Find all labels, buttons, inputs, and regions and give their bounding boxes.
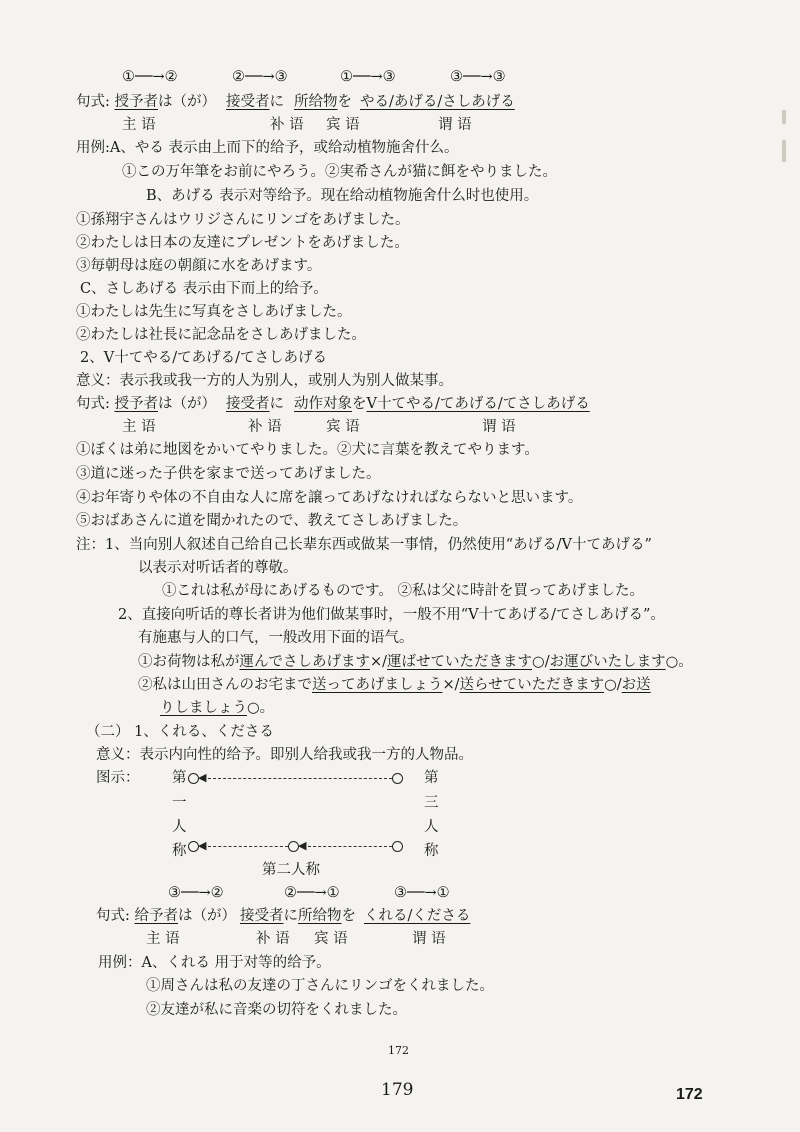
receiver-term: 接受者	[226, 396, 270, 412]
first-person-char: 称	[172, 843, 187, 859]
role-predicate: 谓 语	[438, 117, 472, 133]
arrow-head-icon: ◀	[198, 839, 207, 852]
correct-form: お送	[621, 677, 651, 693]
part-2-usage-line	[98, 954, 331, 972]
ni-particle: に	[283, 908, 298, 924]
second-person-label: 第二人称	[262, 862, 320, 878]
page-number-small: 172	[388, 1044, 409, 1057]
verb-forms: V十てやる/てあげる/てさしあげる	[366, 396, 590, 412]
example-text: ①お荷物は私が	[138, 654, 240, 670]
node-third-person	[392, 841, 403, 852]
note-2: 2、直接向听话的尊长者讲为他们做某事时，一般不用“V十てあげる/てさしあげる”。	[118, 607, 665, 623]
role-predicate: 谓 语	[412, 931, 446, 947]
note-1	[76, 536, 652, 554]
role-subject: 主 语	[122, 117, 156, 133]
wo-particle: を	[341, 908, 356, 924]
mark: ○。	[665, 654, 693, 670]
incorrect-form: 運んでさしあげます	[239, 654, 370, 670]
flow-arrow-1: ③──→②	[168, 885, 224, 901]
role-complement: 补 语	[248, 419, 282, 435]
part-2-meaning: 意义：表示内向性的给予。即别人给我或我一方的人物品。	[96, 747, 473, 763]
flow-arrow-2: ②──→③	[232, 69, 288, 85]
mark: ○/	[604, 677, 622, 693]
section-2-example: ④お年寄りや体の不自由な人に席を譲ってあげなければならないと思います。	[76, 490, 583, 506]
note-2-example-1	[138, 653, 693, 671]
role-predicate: 谓 语	[482, 419, 516, 435]
note-1-example: ①これは私が母にあげるものです。 ②私は父に時計を買ってあげました。	[162, 583, 644, 599]
first-person-char: 第	[172, 770, 187, 786]
arrow-head-icon: ◀	[298, 839, 307, 852]
third-person-char: 第	[424, 770, 439, 786]
mark: ×/	[442, 677, 460, 693]
usage-b-line: B、あげる 表示对等给予。现在给动植物施舍什么时也使用。	[146, 188, 539, 204]
verb-forms: やる/あげる/さしあげる	[360, 94, 515, 110]
role-object: 宾 语	[314, 931, 348, 947]
note-2-example-2-cont	[160, 699, 274, 717]
page-number-corner: 172	[676, 1086, 703, 1103]
role-object: 宾 语	[326, 419, 360, 435]
pattern-label: 句式:	[96, 908, 130, 924]
pattern-line-3	[96, 907, 470, 925]
node-third-person	[392, 773, 403, 784]
wo-particle: を	[352, 396, 367, 412]
object-term: 所给物	[294, 94, 338, 110]
incorrect-form: 送ってあげましょう	[312, 677, 443, 693]
part-2-title: （二） 1、くれる、くださる	[86, 724, 274, 740]
scan-mark	[782, 140, 786, 162]
usage-c-example: ②わたしは社長に記念品をさしあげました。	[76, 327, 366, 343]
giver-term: 授予者	[114, 94, 158, 110]
receiver-term: 接受者	[226, 94, 270, 110]
giver-term: 给予者	[134, 908, 178, 924]
correct-form: 送らせていただきます	[459, 677, 605, 693]
note-2-example-2	[138, 676, 651, 694]
usage-b-example: ②わたしは日本の友達にプレゼントをあげました。	[76, 235, 409, 251]
role-complement: 补 语	[270, 117, 304, 133]
role-complement: 补 语	[256, 931, 290, 947]
mark: ×/	[370, 654, 388, 670]
section-2-example: ③道に迷った子供を家まで送ってあげました。	[76, 466, 381, 482]
pattern-line-2	[76, 395, 590, 413]
flow-arrow-1: ①──→②	[122, 69, 178, 85]
usage-c-line: C、さしあげる 表示由下而上的给予。	[80, 281, 328, 297]
arrow-second-to-first	[208, 846, 288, 847]
page-number: 179	[381, 1080, 414, 1100]
object-term: 动作对象	[294, 396, 352, 412]
note-1-text: 1、当向别人叙述自己给自己长辈东西或做某一事情，仍然使用“あげる/V十てあげる”	[105, 537, 652, 553]
arrow-third-to-second	[308, 846, 392, 847]
usage-label: 用例：	[98, 955, 142, 971]
receiver-term: 接受者	[240, 908, 284, 924]
usage-a-text: A、くれる 用于对等的给予。	[141, 955, 331, 971]
mark: ○。	[247, 700, 275, 716]
flow-arrow-4: ③──→③	[450, 69, 506, 85]
topic-particle: は（が）	[178, 908, 236, 924]
correct-form: りしましょう	[160, 700, 247, 716]
wo-particle: を	[337, 94, 352, 110]
topic-particle: は（が）	[158, 94, 216, 110]
role-subject: 主 语	[146, 931, 180, 947]
flow-arrow-3: ③──→①	[394, 885, 450, 901]
usage-a-example: ①この万年筆をお前にやろう。②実希さんが猫に餌をやりました。	[122, 164, 557, 180]
ni-particle: に	[269, 94, 284, 110]
section-2-example: ①ぼくは弟に地図をかいてやりました。②犬に言葉を教えてやります。	[76, 442, 539, 458]
role-subject: 主 语	[122, 419, 156, 435]
usage-c-example: ①わたしは先生に写真をさしあげました。	[76, 304, 352, 320]
diagram-label: 图示：	[96, 770, 140, 786]
usage-b-example: ①孫翔宇さんはウリジさんにリンゴをあげました。	[76, 212, 410, 228]
third-person-char: 三	[424, 795, 439, 811]
usage-label: 用例:	[76, 140, 110, 156]
pattern-label: 句式:	[76, 396, 110, 412]
usage-a-text: A、やる 表示由上而下的给予，或给动植物施舍什么。	[109, 140, 459, 156]
section-2-title: 2、V十てやる/てあげる/てさしあげる	[80, 350, 327, 366]
flow-arrow-2: ②──→①	[284, 885, 340, 901]
mark: ○/	[532, 654, 550, 670]
ni-particle: に	[269, 396, 284, 412]
scan-mark	[782, 110, 786, 124]
first-person-char: 人	[172, 819, 187, 835]
pattern-line-1	[76, 93, 515, 111]
object-term: 所给物	[298, 908, 342, 924]
verb-forms: くれる/くださる	[364, 908, 471, 924]
part-2-example: ②友達が私に音楽の切符をくれました。	[146, 1002, 407, 1018]
note-1-continuation: 以表示对听话者的尊敬。	[138, 560, 298, 576]
flow-arrow-3: ①──→③	[340, 69, 396, 85]
usage-b-example: ③毎朝母は庭の朝顔に水をあげます。	[76, 258, 322, 274]
role-object: 宾 语	[326, 117, 360, 133]
topic-particle: は（が）	[158, 396, 216, 412]
giver-term: 授予者	[114, 396, 158, 412]
pattern-label: 句式:	[76, 94, 110, 110]
usage-a-line	[76, 139, 458, 157]
section-2-example: ⑤おばあさんに道を聞かれたので、教えてさしあげました。	[76, 513, 468, 529]
correct-form: お運びいたします	[549, 654, 666, 670]
note-2-continuation: 有施惠与人的口气，一般改用下面的语气。	[138, 630, 414, 646]
note-label: 注：	[76, 537, 105, 553]
part-2-example: ①周さんは私の友達の丁さんにリンゴをくれました。	[146, 978, 494, 994]
arrow-head-icon: ◀	[198, 771, 207, 784]
example-text: ②私は山田さんのお宅まで	[138, 677, 312, 693]
first-person-char: 一	[172, 795, 187, 811]
third-person-char: 称	[424, 843, 439, 859]
section-2-meaning: 意义：表示我或我一方的人为别人，或别人为别人做某事。	[76, 373, 453, 389]
correct-form: 運ばせていただきます	[387, 654, 533, 670]
third-person-char: 人	[424, 819, 439, 835]
arrow-third-to-first	[208, 778, 392, 779]
